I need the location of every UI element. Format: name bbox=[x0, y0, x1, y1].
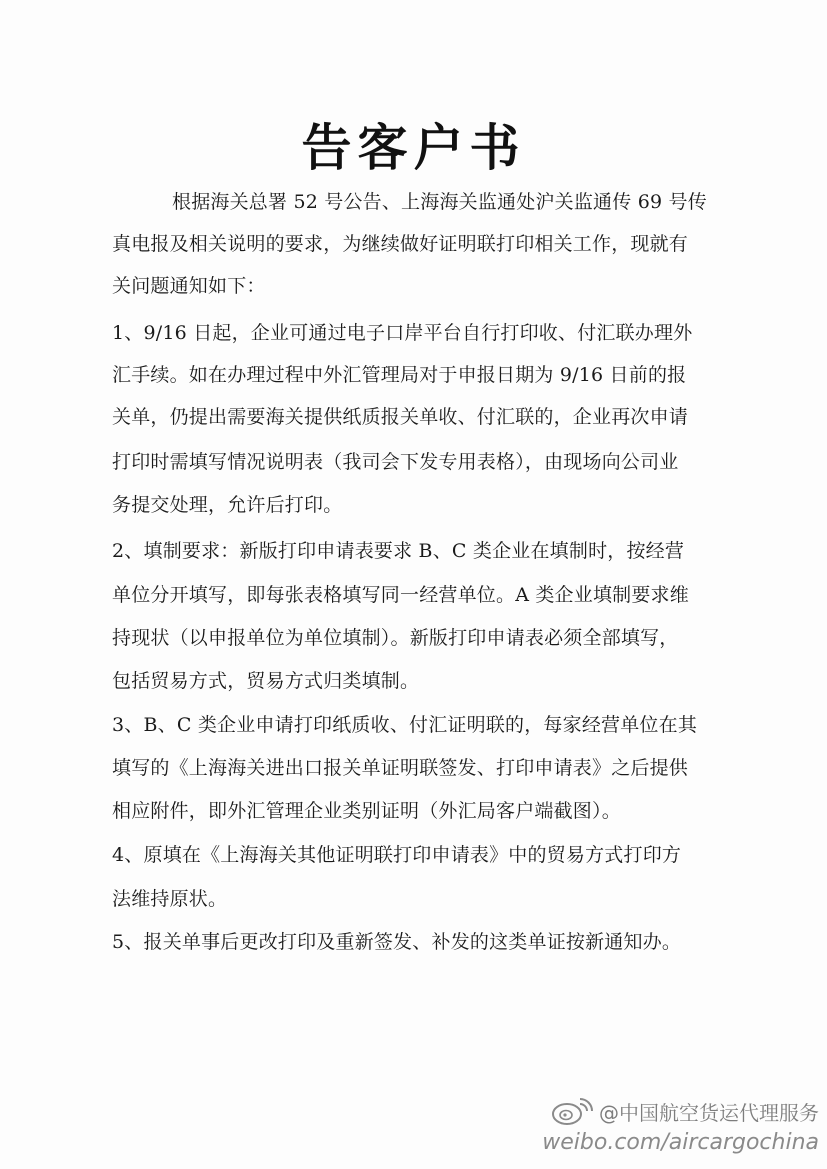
paragraph-line: 相应附件，即外汇管理企业类别证明（外汇局客户端截图）。 bbox=[112, 800, 621, 822]
watermark-account: @中国航空货运代理服务 bbox=[599, 1100, 819, 1125]
paragraph-line: 关问题通知如下： bbox=[112, 275, 266, 297]
paragraph-line: 1、9/16 日起，企业可通过电子口岸平台自行打印收、付汇联办理外 bbox=[112, 322, 693, 344]
weibo-icon bbox=[549, 1096, 593, 1126]
paragraph-line: 单位分开填写，即每张表格填写同一经营单位。A 类企业填制要求维 bbox=[112, 584, 689, 606]
paragraph-line: 真电报及相关说明的要求，为继续做好证明联打印相关工作，现就有 bbox=[112, 233, 689, 255]
watermark-url: weibo.com/aircargochina bbox=[542, 1130, 819, 1155]
paragraph-line: 填写的《上海海关进出口报关单证明联签发、打印申请表》之后提供 bbox=[112, 757, 689, 779]
paragraph-line: 汇手续。如在办理过程中外汇管理局对于申报日期为 9/16 日前的报 bbox=[112, 364, 687, 386]
paragraph-line: 4、原填在《上海海关其他证明联打印申请表》中的贸易方式打印方 bbox=[112, 844, 682, 866]
paragraph-line: 3、B、C 类企业申请打印纸质收、付汇证明联的，每家经营单位在其 bbox=[112, 714, 698, 736]
paragraph-line: 持现状（以申报单位为单位填制）。新版打印申请表必须全部填写， bbox=[112, 627, 679, 649]
paragraph-line: 2、填制要求：新版打印申请表要求 B、C 类企业在填制时，按经营 bbox=[112, 540, 685, 562]
paragraph-line: 关单，仍提出需要海关提供纸质报关单收、付汇联的，企业再次申请 bbox=[112, 406, 689, 428]
paragraph-line: 5、报关单事后更改打印及重新签发、补发的这类单证按新通知办。 bbox=[112, 931, 682, 953]
paragraph-line: 务提交处理，允许后打印。 bbox=[112, 494, 343, 516]
paragraph-line: 根据海关总署 52 号公告、上海海关监通处沪关监通传 69 号传 bbox=[172, 191, 707, 213]
paragraph-line: 法维持原状。 bbox=[112, 888, 228, 910]
document-title: 告客户书 bbox=[301, 118, 526, 177]
paragraph-line: 打印时需填写情况说明表（我司会下发专用表格），由现场向公司业 bbox=[112, 451, 679, 473]
weibo-watermark bbox=[542, 1096, 819, 1155]
paragraph-line: 包括贸易方式，贸易方式归类填制。 bbox=[112, 670, 420, 692]
